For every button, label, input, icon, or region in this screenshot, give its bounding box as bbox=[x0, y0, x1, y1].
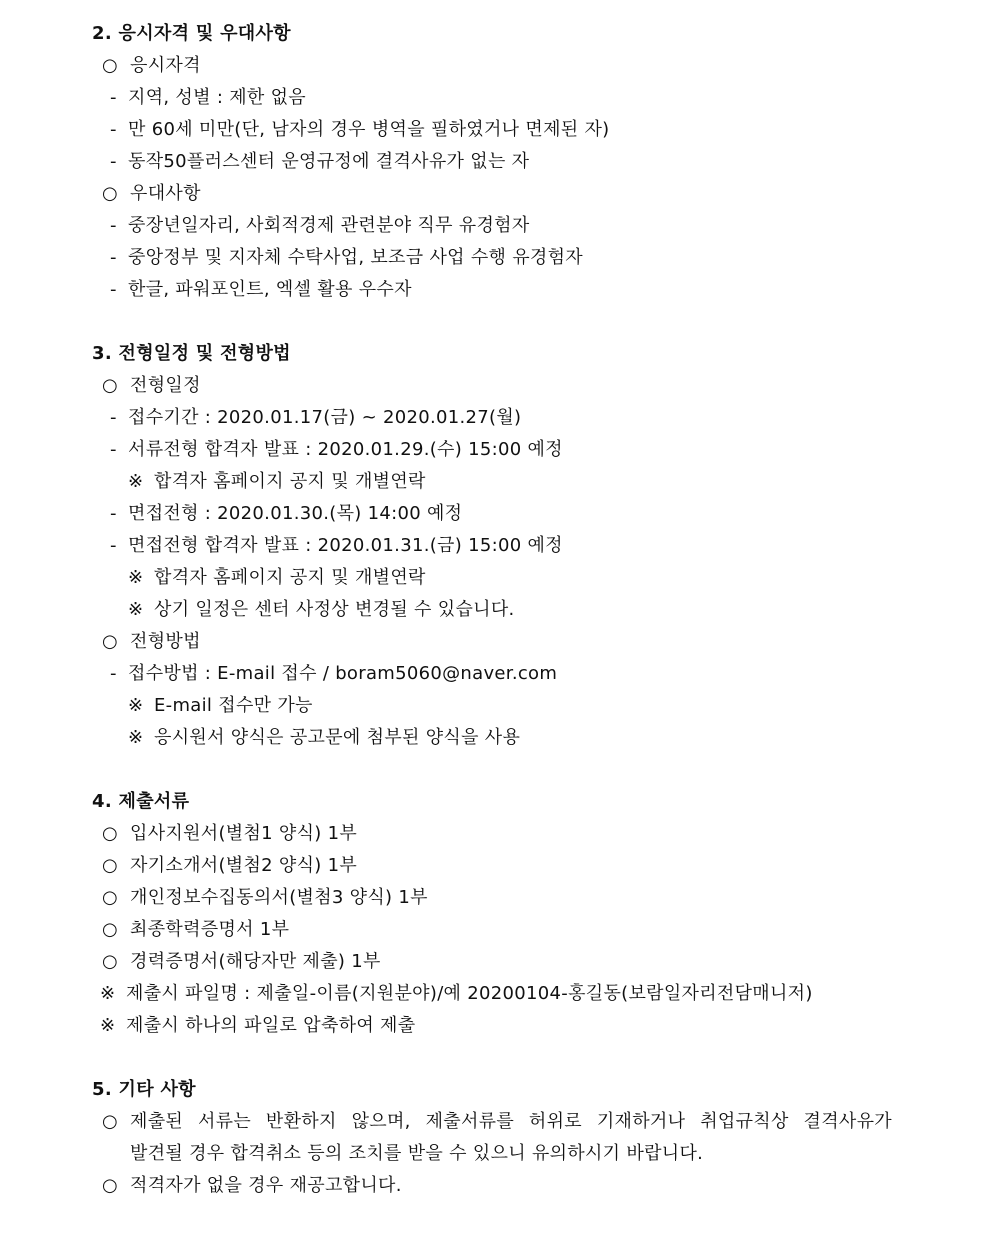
dash-bullet-icon: - bbox=[110, 247, 117, 268]
note-item: ※ 제출시 파일명 : 제출일-이름(지원분야)/예 20200104-홍길동(보람일자리전담매니저) bbox=[100, 983, 813, 1004]
section-3-title: 3. 전형일정 및 전형방법 bbox=[92, 343, 291, 364]
circle-bullet-icon: ○ bbox=[102, 631, 119, 652]
list-item: - 면접전형 : 2020.01.30.(목) 14:00 예정 bbox=[110, 503, 463, 524]
note-item: ※ 응시원서 양식은 공고문에 첨부된 양식을 사용 bbox=[128, 727, 521, 748]
group-label: 우대사항 bbox=[130, 183, 201, 204]
list-item: - 접수기간 : 2020.01.17(금) ~ 2020.01.27(월) bbox=[110, 407, 522, 428]
circle-bullet-icon: ○ bbox=[102, 887, 119, 908]
group-label-row bbox=[102, 630, 201, 654]
circle-bullet-icon: ○ bbox=[102, 375, 119, 396]
list-item: ○ 개인정보수집동의서(별첨3 양식) 1부 bbox=[102, 887, 428, 908]
list-item: ○ 자기소개서(별첨2 양식) 1부 bbox=[102, 855, 358, 876]
circle-bullet-icon: ○ bbox=[102, 1111, 119, 1132]
list-item: - 면접전형 합격자 발표 : 2020.01.31.(금) 15:00 예정 bbox=[110, 535, 563, 556]
list-item: - 서류전형 합격자 발표 : 2020.01.29.(수) 15:00 예정 bbox=[110, 439, 563, 460]
dash-bullet-icon: - bbox=[110, 279, 117, 300]
note-item: ※ 상기 일정은 센터 사정상 변경될 수 있습니다. bbox=[128, 599, 515, 620]
reference-mark-icon: ※ bbox=[100, 983, 116, 1004]
dash-bullet-icon: - bbox=[110, 87, 117, 108]
dash-bullet-icon: - bbox=[110, 535, 117, 556]
note-item: ※ E-mail 접수만 가능 bbox=[128, 695, 313, 716]
circle-bullet-icon: ○ bbox=[102, 183, 119, 204]
note-item: ※ 합격자 홈페이지 공지 및 개별연락 bbox=[128, 471, 426, 492]
section-4-title: 4. 제출서류 bbox=[92, 791, 190, 812]
list-item: - 지역, 성별 : 제한 없음 bbox=[110, 87, 306, 108]
group-label: 응시자격 bbox=[130, 55, 201, 76]
dash-bullet-icon: - bbox=[110, 215, 117, 236]
section-2-title: 2. 응시자격 및 우대사항 bbox=[92, 23, 291, 44]
list-item: ○ 입사지원서(별첨1 양식) 1부 bbox=[102, 823, 358, 844]
circle-bullet-icon: ○ bbox=[102, 855, 119, 876]
reference-mark-icon: ※ bbox=[128, 727, 144, 748]
reference-mark-icon: ※ bbox=[128, 599, 144, 620]
list-item: - 중장년일자리, 사회적경제 관련분야 직무 유경험자 bbox=[110, 215, 530, 236]
circle-bullet-icon: ○ bbox=[102, 823, 119, 844]
dash-bullet-icon: - bbox=[110, 503, 117, 524]
section-5-title: 5. 기타 사항 bbox=[92, 1079, 196, 1100]
list-item: - 동작50플러스센터 운영규정에 결격사유가 없는 자 bbox=[110, 151, 530, 172]
circle-bullet-icon: ○ bbox=[102, 1175, 119, 1196]
list-item-continuation: 발견될 경우 합격취소 등의 조치를 받을 수 있으니 유의하시기 바랍니다. bbox=[130, 1143, 704, 1164]
group-label-row bbox=[102, 54, 201, 78]
list-item: ○ 경력증명서(해당자만 제출) 1부 bbox=[102, 951, 381, 972]
list-item: ○ 적격자가 없을 경우 재공고합니다. bbox=[102, 1175, 402, 1196]
dash-bullet-icon: - bbox=[110, 119, 117, 140]
reference-mark-icon: ※ bbox=[128, 567, 144, 588]
list-item: ○ 제출된 서류는 반환하지 않으며, 제출서류를 허위로 기재하거나 취업규칙상 결격사유가 bbox=[102, 1111, 892, 1132]
reference-mark-icon: ※ bbox=[128, 471, 144, 492]
group-label-row bbox=[102, 374, 201, 398]
dash-bullet-icon: - bbox=[110, 663, 117, 684]
note-item: ※ 합격자 홈페이지 공지 및 개별연락 bbox=[128, 567, 426, 588]
circle-bullet-icon: ○ bbox=[102, 919, 119, 940]
dash-bullet-icon: - bbox=[110, 439, 117, 460]
group-label: 전형일정 bbox=[130, 375, 201, 396]
group-label-row bbox=[102, 182, 201, 206]
circle-bullet-icon: ○ bbox=[102, 951, 119, 972]
reference-mark-icon: ※ bbox=[128, 695, 144, 716]
dash-bullet-icon: - bbox=[110, 151, 117, 172]
note-item: ※ 제출시 하나의 파일로 압축하여 제출 bbox=[100, 1015, 416, 1036]
circle-bullet-icon: ○ bbox=[102, 55, 119, 76]
dash-bullet-icon: - bbox=[110, 407, 117, 428]
reference-mark-icon: ※ bbox=[100, 1015, 116, 1036]
list-item: ○ 최종학력증명서 1부 bbox=[102, 919, 290, 940]
list-item: - 만 60세 미만(단, 남자의 경우 병역을 필하였거나 면제된 자) bbox=[110, 119, 610, 140]
list-item: - 중앙정부 및 지자체 수탁사업, 보조금 사업 수행 유경험자 bbox=[110, 247, 583, 268]
group-label: 전형방법 bbox=[130, 631, 201, 652]
list-item: - 접수방법 : E-mail 접수 / boram5060@naver.com bbox=[110, 663, 558, 684]
list-item: - 한글, 파워포인트, 엑셀 활용 우수자 bbox=[110, 279, 412, 300]
